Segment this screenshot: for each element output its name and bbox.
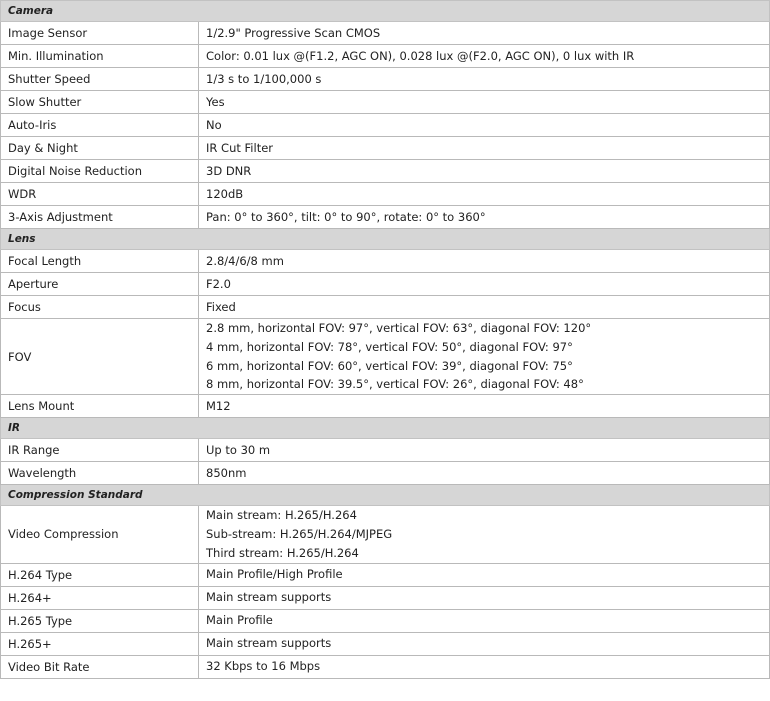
spec-label: Image Sensor [1, 22, 199, 45]
section-title: Lens [1, 229, 770, 250]
spec-value-line: Yes [206, 94, 225, 109]
spec-value [199, 22, 770, 45]
spec-value-line: No [206, 117, 222, 132]
spec-row-3-axis-adjustment [1, 206, 770, 229]
spec-label: IR Range [1, 439, 199, 462]
spec-label: Video Compression [1, 506, 199, 563]
spec-value [199, 273, 770, 296]
spec-label: H.265+ [1, 632, 199, 655]
spec-label: Shutter Speed [1, 68, 199, 91]
spec-label: Auto-Iris [1, 114, 199, 137]
spec-value-line: 3D DNR [206, 163, 252, 178]
spec-value-line: Third stream: H.265/H.264 [206, 545, 359, 560]
spec-row-h-265 [1, 632, 770, 655]
spec-value-line: 6 mm, horizontal FOV: 60°, vertical FOV: 39°, diagonal FOV: 75° [206, 358, 573, 373]
spec-value [199, 296, 770, 319]
spec-value-line: F2.0 [206, 276, 231, 291]
spec-value [199, 609, 770, 632]
spec-label: Day & Night [1, 137, 199, 160]
spec-row-video-compression [1, 506, 770, 563]
spec-row-wdr [1, 183, 770, 206]
spec-value-line: Up to 30 m [206, 442, 271, 457]
spec-row-ir-range [1, 439, 770, 462]
spec-value [199, 586, 770, 609]
spec-value-line: Main Profile/High Profile [206, 567, 343, 582]
spec-value [199, 250, 770, 273]
spec-label: H.264 Type [1, 563, 199, 586]
spec-row-digital-noise-reduction [1, 160, 770, 183]
spec-label: Video Bit Rate [1, 655, 199, 678]
spec-label: 3-Axis Adjustment [1, 206, 199, 229]
spec-row-wavelength [1, 462, 770, 485]
spec-row-focus [1, 296, 770, 319]
spec-row-lens-mount [1, 395, 770, 418]
spec-value-line: 850nm [206, 465, 247, 480]
spec-label: WDR [1, 183, 199, 206]
section-header-lens [1, 229, 770, 250]
spec-value-line: Fixed [206, 299, 236, 314]
spec-value-line: 1/3 s to 1/100,000 s [206, 71, 322, 86]
section-header-camera [1, 1, 770, 22]
section-title: Camera [1, 1, 770, 22]
spec-value [199, 563, 770, 586]
spec-label: Aperture [1, 273, 199, 296]
spec-row-focal-length [1, 250, 770, 273]
spec-value-line: M12 [206, 398, 231, 413]
spec-row-fov [1, 319, 770, 395]
spec-row-day-night [1, 137, 770, 160]
spec-value-line: 32 Kbps to 16 Mbps [206, 659, 321, 674]
spec-row-slow-shutter [1, 91, 770, 114]
spec-row-auto-iris [1, 114, 770, 137]
spec-value-line: Main stream supports [206, 590, 332, 605]
spec-value [199, 319, 770, 395]
spec-value [199, 160, 770, 183]
spec-row-shutter-speed [1, 68, 770, 91]
spec-row-aperture [1, 273, 770, 296]
section-header-ir [1, 418, 770, 439]
section-header-compression-standard [1, 485, 770, 506]
spec-value [199, 655, 770, 678]
spec-value-line: Main stream supports [206, 636, 332, 651]
spec-value-line: 2.8 mm, horizontal FOV: 97°, vertical FOV: 63°, diagonal FOV: 120° [206, 321, 592, 335]
spec-row-min-illumination [1, 45, 770, 68]
spec-label: Lens Mount [1, 395, 199, 418]
spec-label: Slow Shutter [1, 91, 199, 114]
spec-value [199, 439, 770, 462]
spec-value [199, 68, 770, 91]
spec-value-line: Pan: 0° to 360°, tilt: 0° to 90°, rotate: 0° to 360° [206, 209, 486, 224]
spec-row-h-264-type [1, 563, 770, 586]
spec-table-body [1, 1, 770, 679]
spec-row-video-bit-rate [1, 655, 770, 678]
spec-value [199, 45, 770, 68]
spec-value-line: 120dB [206, 186, 244, 201]
spec-label: Wavelength [1, 462, 199, 485]
spec-row-image-sensor [1, 22, 770, 45]
spec-label: H.264+ [1, 586, 199, 609]
spec-value-line: 2.8/4/6/8 mm [206, 253, 284, 268]
spec-label: H.265 Type [1, 609, 199, 632]
spec-value-line: 4 mm, horizontal FOV: 78°, vertical FOV: 50°, diagonal FOV: 97° [206, 339, 573, 354]
spec-label: Focus [1, 296, 199, 319]
spec-value-line: Main Profile [206, 613, 273, 628]
spec-value-line: Color: 0.01 lux @(F1.2, AGC ON), 0.028 lux @(F2.0, AGC ON), 0 lux with IR [206, 48, 635, 63]
spec-row-h-264 [1, 586, 770, 609]
spec-label: Digital Noise Reduction [1, 160, 199, 183]
spec-value-line: Sub-stream: H.265/H.264/MJPEG [206, 526, 393, 541]
spec-value [199, 183, 770, 206]
spec-value [199, 506, 770, 563]
spec-value [199, 137, 770, 160]
spec-value-line: 8 mm, horizontal FOV: 39.5°, vertical FOV: 26°, diagonal FOV: 48° [206, 377, 584, 392]
spec-label: Min. Illumination [1, 45, 199, 68]
spec-value [199, 395, 770, 418]
spec-value [199, 114, 770, 137]
spec-row-h-265-type [1, 609, 770, 632]
spec-value [199, 632, 770, 655]
section-title: IR [1, 418, 770, 439]
spec-value [199, 91, 770, 114]
spec-value [199, 462, 770, 485]
section-title: Compression Standard [1, 485, 770, 506]
spec-value-line: 1/2.9" Progressive Scan CMOS [206, 25, 381, 40]
spec-value-line: Main stream: H.265/H.264 [206, 508, 357, 523]
spec-label: Focal Length [1, 250, 199, 273]
spec-label: FOV [1, 319, 199, 395]
spec-value [199, 206, 770, 229]
spec-value-line: IR Cut Filter [206, 140, 274, 155]
